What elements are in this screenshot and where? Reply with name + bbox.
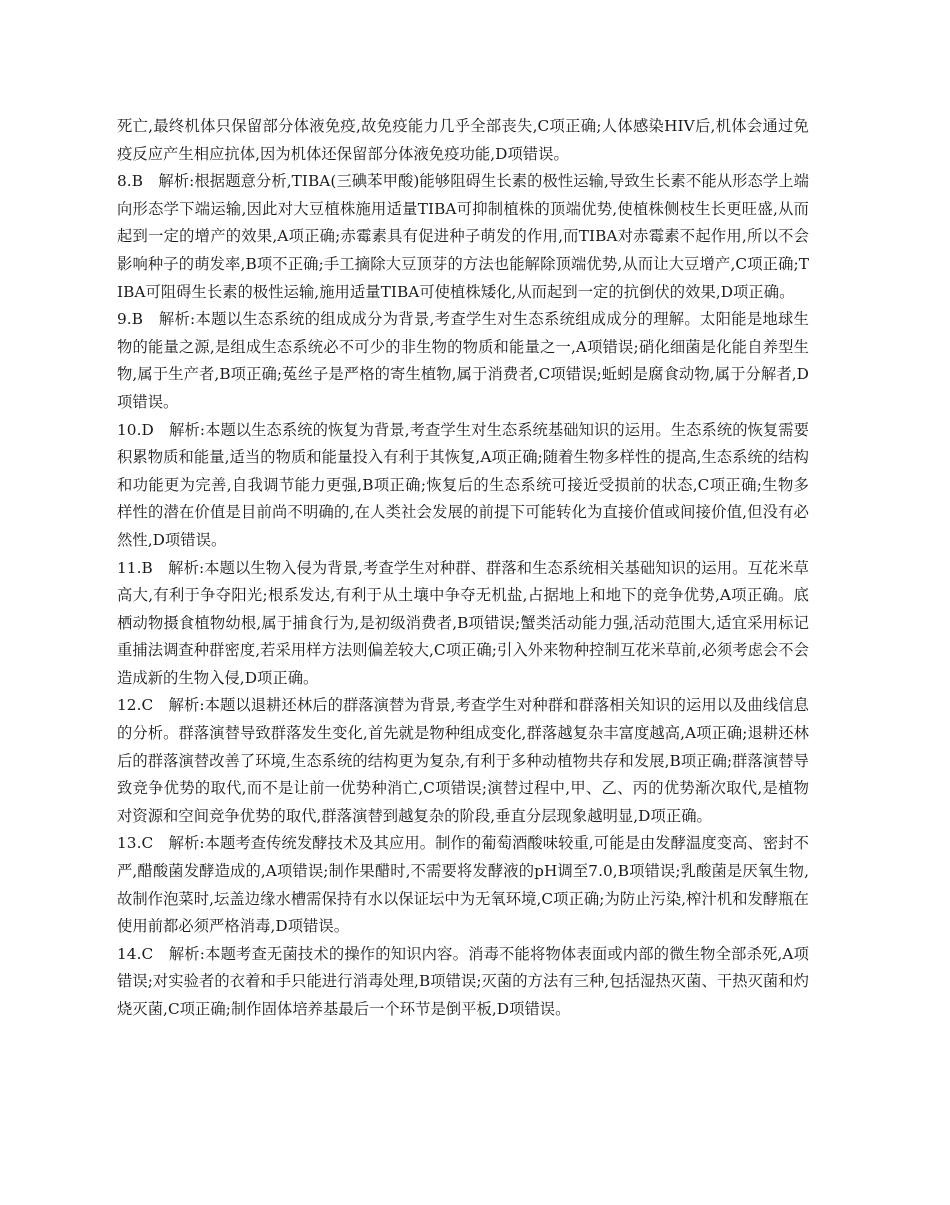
paragraph-question-13: 13.C 解析:本题考查传统发酵技术及其应用。制作的葡萄酒酸味较重,可能是由发酵温度变高、密封不严,醋酸菌发酵造成的,A项错误;制作果醋时,不需要将发酵液的pH调至7.0,B项错误;乳酸菌是厌氧生物,故制作泡菜时,坛盖边缘水槽需保持有水以保证坛中为无氧环境,C项正确;为防止污染,榨汁机和发酵瓶在使用前都必须严格消毒,D项错误。 — [117, 834, 809, 936]
paragraph-7-continuation: 死亡,最终机体只保留部分体液免疫,故免疫能力几乎全部丧失,C项正确;人体感染HIV后,机体会通过免疫反应产生相应抗体,因为机体还保留部分体液免疫功能,D项错误。 — [117, 117, 809, 163]
paragraph-question-9: 9.B 解析:本题以生态系统的组成成分为背景,考查学生对生态系统组成成分的理解。太阳能是地球生物的能量之源,是组成生态系统必不可少的非生物的物质和能量之一,A项错误;硝化细菌是化能自养型生物,属于生产者,B项正确;菟丝子是严格的寄生植物,属于消费者,C项错误;蚯蚓是腐食动物,属于分解者,D项错误。 — [117, 310, 809, 411]
answer-explanations — [117, 113, 809, 1024]
paragraph-question-10: 10.D 解析:本题以生态系统的恢复为背景,考查学生对生态系统基础知识的运用。生态系统的恢复需要积累物质和能量,适当的物质和能量投入有利于其恢复,A项正确;随着生物多样性的提高,生态系统的结构和功能更为完善,自我调节能力更强,B项正确;恢复后的生态系统可接近受损前的状态,C项正确;生物多样性的潜在价值是目前尚不明确的,在人类社会发展的前提下可能转化为直接价值或间接价值,但没有必然性,D项错误。 — [117, 420, 809, 549]
paragraph-question-11: 11.B 解析:本题以生物入侵为背景,考查学生对种群、群落和生态系统相关基础知识的运用。互花米草高大,有利于争夺阳光;根系发达,有利于从土壤中争夺无机盐,占据地上和地下的竞争优势,A项正确。底栖动物摄食植物幼根,属于捕食行为,是初级消费者,B项错误;蟹类活动能力强,活动范围大,适宜采用标记重捕法调查种群密度,若采用样方法则偏差较大,C项正确;引入外来物种控制互花米草前,必须考虑会不会造成新的生物入侵,D项正确。 — [117, 558, 809, 687]
paragraph-question-14: 14.C 解析:本题考查无菌技术的操作的知识内容。消毒不能将物体表面或内部的微生物全部杀死,A项错误;对实验者的衣着和手只能进行消毒处理,B项错误;灭菌的方法有三种,包括湿热灭菌、干热灭菌和灼烧灭菌,C项正确;制作固体培养基最后一个环节是倒平板,D项错误。 — [117, 944, 809, 1018]
paragraph-question-8: 8.B 解析:根据题意分析,TIBA(三碘苯甲酸)能够阻碍生长素的极性运输,导致生长素不能从形态学上端向形态学下端运输,因此对大豆植株施用适量TIBA可抑制植株的顶端优势,使植株侧枝生长更旺盛,从而起到一定的增产的效果,A项正确;赤霉素具有促进种子萌发的作用,而TIBA对赤霉素不起作用,所以不会影响种子的萌发率,B项不正确;手工摘除大豆顶芽的方法也能解除顶端优势,从而让大豆增产,C项正确;TIBA可阻碍生长素的极性运输,施用适量TIBA可使植株矮化,从而起到一定的抗倒伏的效果,D项正确。 — [117, 172, 809, 301]
paragraph-question-12: 12.C 解析:本题以退耕还林后的群落演替为背景,考查学生对种群和群落相关知识的运用以及曲线信息的分析。群落演替导致群落发生变化,首先就是物种组成变化,群落越复杂丰富度越高,A项正确;退耕还林后的群落演替改善了环境,生态系统的结构更为复杂,有利于多种动植物共存和发展,B项正确;群落演替导致竞争优势的取代,而不是让前一优势种消亡,C项错误;演替过程中,甲、乙、丙的优势渐次取代,是植物对资源和空间竞争优势的取代,群落演替到越复杂的阶段,垂直分层现象越明显,D项正确。 — [117, 696, 809, 825]
